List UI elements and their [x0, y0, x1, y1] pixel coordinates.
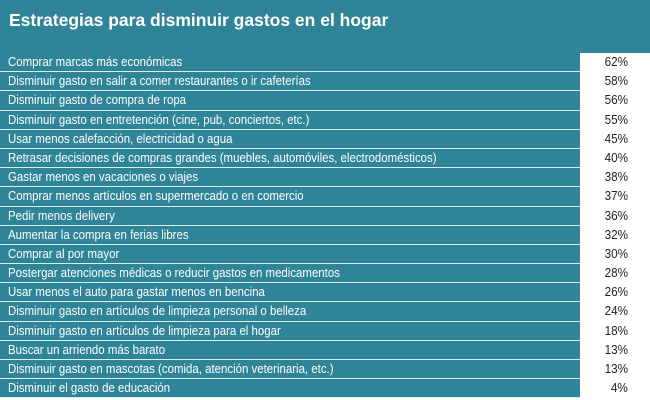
row-label-cell	[0, 283, 580, 302]
row-label-cell	[0, 341, 580, 360]
row-label: Postergar atenciones médicas o reducir gastos en medicamentos	[8, 265, 340, 281]
row-value-cell	[580, 91, 650, 109]
table-row	[0, 130, 650, 149]
table-row	[0, 149, 650, 168]
table-row	[0, 111, 650, 130]
table-row	[0, 360, 650, 379]
row-value-cell	[580, 72, 650, 90]
row-value-cell	[580, 111, 650, 129]
row-label: Comprar marcas más económicas	[8, 54, 183, 69]
row-value: 32%	[604, 226, 628, 242]
table-row	[0, 207, 650, 226]
row-value-cell	[580, 226, 650, 244]
row-value: 13%	[604, 361, 628, 376]
row-label: Disminuir gasto en entretención (cine, pub, conciertos, etc.)	[8, 111, 310, 127]
row-value: 45%	[604, 130, 628, 146]
row-label: Pedir menos delivery	[8, 207, 115, 223]
table-row	[0, 264, 650, 283]
table-row	[0, 187, 650, 206]
row-value-cell	[580, 187, 650, 205]
row-value: 62%	[604, 54, 628, 69]
row-value: 24%	[604, 303, 628, 319]
row-label: Disminuir gasto en artículos de limpieza para el hogar	[8, 322, 281, 338]
row-value: 37%	[604, 188, 628, 204]
row-label-cell	[0, 322, 580, 341]
table-body	[0, 53, 650, 398]
row-value-cell	[580, 360, 650, 378]
row-value: 13%	[604, 341, 628, 357]
row-value-cell	[580, 283, 650, 301]
table-row	[0, 322, 650, 341]
row-label: Usar menos el auto para gastar menos en bencina	[8, 284, 265, 300]
row-label: Disminuir el gasto de educación	[8, 380, 171, 396]
table-row	[0, 245, 650, 264]
row-label-cell	[0, 168, 580, 187]
row-label-cell	[0, 264, 580, 283]
row-label: Retrasar decisiones de compras grandes (muebles, automóviles, electrodomésticos)	[8, 149, 437, 165]
table-row	[0, 72, 650, 91]
row-label: Aumentar la compra en ferias libres	[8, 226, 189, 242]
row-label-cell	[0, 111, 580, 130]
table-row	[0, 379, 650, 398]
row-label-cell	[0, 53, 580, 72]
row-value-cell	[580, 130, 650, 148]
row-label: Comprar al por mayor	[8, 245, 120, 261]
table-row	[0, 341, 650, 360]
row-value-cell	[580, 53, 650, 71]
row-value: 58%	[604, 73, 628, 89]
row-label: Disminuir gasto en mascotas (comida, atención veterinaria, etc.)	[8, 361, 334, 376]
row-label: Disminuir gasto de compra de ropa	[8, 92, 187, 108]
table-title: Estrategias para disminuir gastos en el hogar	[9, 10, 389, 30]
row-label-cell	[0, 302, 580, 321]
row-value-cell	[580, 264, 650, 282]
row-value: 40%	[604, 149, 628, 165]
row-label-cell	[0, 360, 580, 379]
row-value: 26%	[604, 284, 628, 300]
table-row	[0, 226, 650, 245]
row-value: 30%	[604, 245, 628, 261]
row-label-cell	[0, 149, 580, 168]
row-label-cell	[0, 379, 580, 398]
row-label-cell	[0, 91, 580, 110]
row-label-cell	[0, 130, 580, 149]
table-header	[0, 0, 650, 53]
row-value: 55%	[604, 111, 628, 127]
row-value-cell	[580, 149, 650, 167]
table-row	[0, 302, 650, 321]
row-label-cell	[0, 72, 580, 91]
row-label: Disminuir gasto en artículos de limpieza personal o belleza	[8, 303, 307, 319]
row-value: 28%	[604, 265, 628, 281]
row-value: 4%	[611, 380, 628, 396]
row-label-cell	[0, 207, 580, 226]
row-label-cell	[0, 245, 580, 264]
row-value: 36%	[604, 207, 628, 223]
row-value-cell	[580, 341, 650, 359]
row-value-cell	[580, 379, 650, 397]
row-value: 56%	[604, 92, 628, 108]
row-value-cell	[580, 245, 650, 263]
row-value-cell	[580, 168, 650, 186]
row-value-cell	[580, 302, 650, 320]
row-label: Buscar un arriendo más barato	[8, 341, 166, 357]
row-label: Comprar menos artículos en supermercado o en comercio	[8, 188, 304, 204]
row-value-cell	[580, 207, 650, 225]
row-label-cell	[0, 187, 580, 206]
table-row	[0, 168, 650, 187]
row-label: Disminuir gasto en salir a comer restaurantes o ir cafeterías	[8, 73, 311, 89]
row-label-cell	[0, 226, 580, 245]
row-value: 38%	[604, 169, 628, 185]
row-value: 18%	[604, 322, 628, 338]
table-row	[0, 283, 650, 302]
row-label: Gastar menos en vacaciones o viajes	[8, 169, 199, 185]
row-value-cell	[580, 322, 650, 340]
table-row	[0, 53, 650, 72]
table-row	[0, 91, 650, 110]
row-label: Usar menos calefacción, electricidad o agua	[8, 130, 233, 146]
